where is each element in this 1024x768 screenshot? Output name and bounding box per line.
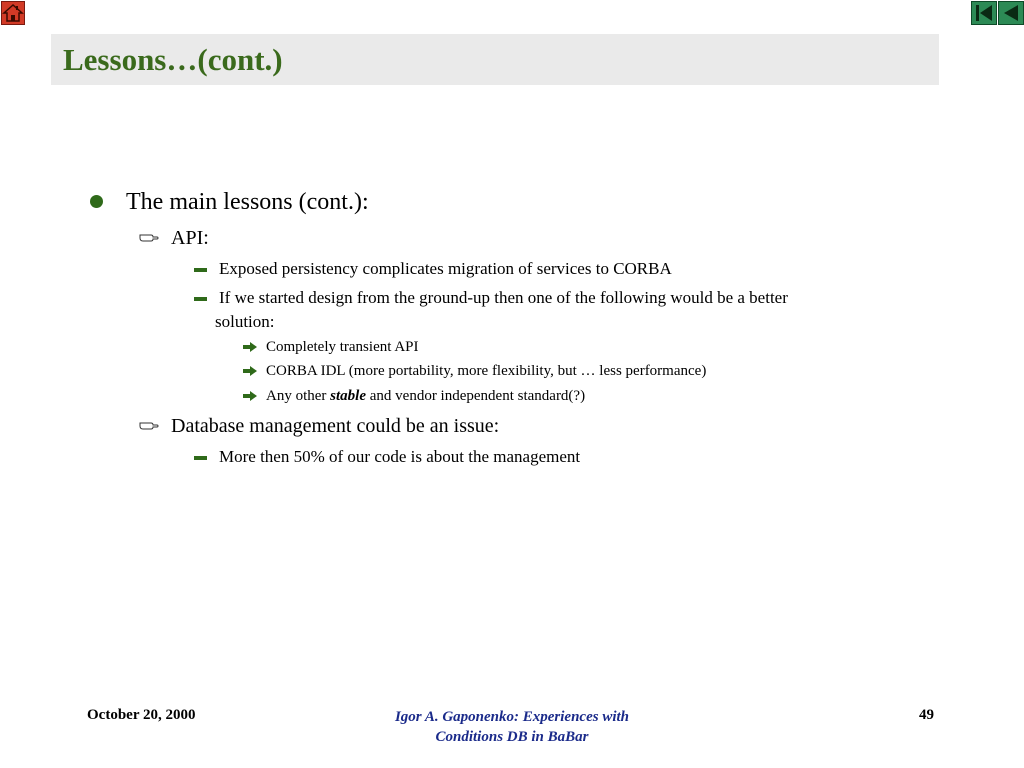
arrow-bullet-icon: [242, 341, 258, 353]
option3-text: [266, 388, 585, 405]
api-sub2-line1-text: If we started design from the ground-up then one of the following would be a better: [219, 288, 788, 307]
home-button[interactable]: [1, 1, 25, 25]
arrow-bullet-icon: [242, 390, 258, 402]
footer-date: October 20, 2000: [87, 707, 196, 723]
api-text: API:: [171, 227, 209, 249]
footer-author-line1: Igor A. Gaponenko: Experiences with: [394, 709, 630, 725]
dash-bullet-icon: [194, 456, 207, 460]
pointing-hand-icon: [139, 418, 159, 432]
option1-text: Completely transient API: [266, 339, 419, 355]
dash-bullet-icon: [194, 268, 207, 272]
option2-text: CORBA IDL (more portability, more flexibility, but … less performance): [266, 363, 707, 379]
option3-pre: Any other: [266, 388, 331, 404]
database-sub1-text: More then 50% of our code is about the management: [219, 447, 581, 466]
title-band: [51, 34, 939, 85]
previous-page-button[interactable]: [998, 1, 1024, 25]
option3-emphasis: stable: [330, 388, 366, 404]
navigation-controls: [971, 1, 1024, 25]
pointing-hand-icon: [139, 230, 159, 244]
first-page-icon: [972, 2, 996, 24]
first-page-button[interactable]: [971, 1, 997, 25]
option3-post: and vendor independent standard(?): [366, 388, 586, 404]
footer-author: [352, 707, 672, 747]
slide-title: Lessons…(cont.): [63, 42, 283, 77]
main-lessons-text: The main lessons (cont.):: [126, 189, 369, 215]
round-bullet-icon: [90, 195, 103, 208]
database-text: Database management could be an issue:: [171, 415, 500, 437]
footer-author-line2: Conditions DB in BaBar: [435, 729, 589, 745]
home-icon: [2, 2, 24, 24]
previous-page-icon: [999, 2, 1023, 24]
dash-bullet-icon: [194, 297, 207, 301]
arrow-bullet-icon: [242, 365, 258, 377]
api-sub1-text: Exposed persistency complicates migration of services to CORBA: [219, 259, 672, 278]
page-number: 49: [919, 707, 934, 723]
api-sub2-line2-text: solution:: [215, 312, 275, 331]
